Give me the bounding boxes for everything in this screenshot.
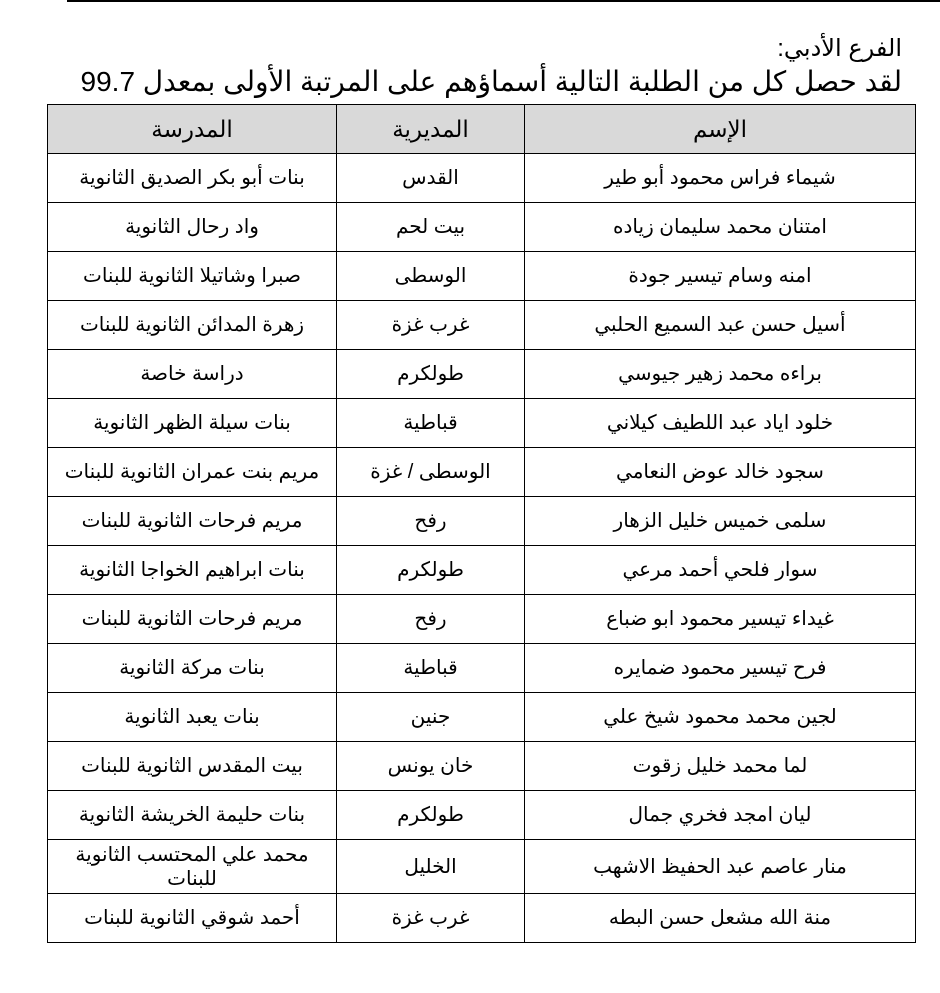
student-school: واد رحال الثانوية	[48, 203, 337, 252]
student-name: امنه وسام تيسير جودة	[525, 252, 916, 301]
student-school: بنات سيلة الظهر الثانوية	[48, 399, 337, 448]
student-directorate: جنين	[337, 693, 525, 742]
table-row	[48, 644, 916, 693]
student-directorate: طولكرم	[337, 350, 525, 399]
student-name: خلود اياد عبد اللطيف كيلاني	[525, 399, 916, 448]
student-directorate: خان يونس	[337, 742, 525, 791]
student-directorate: رفح	[337, 595, 525, 644]
table-row	[48, 399, 916, 448]
student-directorate: غرب غزة	[337, 894, 525, 943]
student-name: لجين محمد محمود شيخ علي	[525, 693, 916, 742]
student-name: منار عاصم عبد الحفيظ الاشهب	[525, 840, 916, 894]
student-name: أسيل حسن عبد السميع الحلبي	[525, 301, 916, 350]
student-directorate: الوسطى	[337, 252, 525, 301]
student-name: امتنان محمد سليمان زياده	[525, 203, 916, 252]
table-row	[48, 154, 916, 203]
student-directorate: غرب غزة	[337, 301, 525, 350]
table-row	[48, 595, 916, 644]
student-directorate: قباطية	[337, 644, 525, 693]
table-row	[48, 448, 916, 497]
student-school: صبرا وشاتيلا الثانوية للبنات	[48, 252, 337, 301]
header-school: المدرسة	[48, 105, 337, 154]
table-row	[48, 301, 916, 350]
header-row	[48, 105, 916, 154]
student-school: بنات يعبد الثانوية	[48, 693, 337, 742]
table-row	[48, 546, 916, 595]
table-row	[48, 693, 916, 742]
student-school: أحمد شوقي الثانوية للبنات	[48, 894, 337, 943]
student-directorate: الوسطى / غزة	[337, 448, 525, 497]
student-name: غيداء تيسير محمود ابو ضباع	[525, 595, 916, 644]
announcement-text: لقد حصل كل من الطلبة التالية أسماؤهم على المرتبة الأولى بمعدل 99.7	[80, 66, 902, 97]
table-row	[48, 791, 916, 840]
student-name: سجود خالد عوض النعامي	[525, 448, 916, 497]
results-table	[47, 104, 916, 943]
student-school: محمد علي المحتسب الثانوية للبنات	[48, 840, 337, 894]
table-row	[48, 203, 916, 252]
student-directorate: بيت لحم	[337, 203, 525, 252]
student-directorate: رفح	[337, 497, 525, 546]
table-row	[48, 350, 916, 399]
student-name: سلمى خميس خليل الزهار	[525, 497, 916, 546]
student-name: منة الله مشعل حسن البطه	[525, 894, 916, 943]
student-directorate: طولكرم	[337, 546, 525, 595]
section-heading: الفرع الأدبي:	[777, 35, 902, 62]
header-directorate: المديرية	[337, 105, 525, 154]
top-rule	[67, 0, 940, 2]
student-school: مريم بنت عمران الثانوية للبنات	[48, 448, 337, 497]
student-school: زهرة المدائن الثانوية للبنات	[48, 301, 337, 350]
student-school: مريم فرحات الثانوية للبنات	[48, 497, 337, 546]
table-row	[48, 742, 916, 791]
student-school: بنات ابراهيم الخواجا الثانوية	[48, 546, 337, 595]
student-school: بنات حليمة الخريشة الثانوية	[48, 791, 337, 840]
student-name: براءه محمد زهير جيوسي	[525, 350, 916, 399]
table-row	[48, 840, 916, 894]
student-directorate: القدس	[337, 154, 525, 203]
student-school: دراسة خاصة	[48, 350, 337, 399]
student-school: بيت المقدس الثانوية للبنات	[48, 742, 337, 791]
table-row	[48, 497, 916, 546]
student-name: لما محمد خليل زقوت	[525, 742, 916, 791]
student-directorate: الخليل	[337, 840, 525, 894]
student-name: فرح تيسير محمود ضمايره	[525, 644, 916, 693]
student-school: مريم فرحات الثانوية للبنات	[48, 595, 337, 644]
header-name: الإسم	[525, 105, 916, 154]
table-row	[48, 894, 916, 943]
student-name: ليان امجد فخري جمال	[525, 791, 916, 840]
student-name: سوار فلحي أحمد مرعي	[525, 546, 916, 595]
student-directorate: قباطية	[337, 399, 525, 448]
student-directorate: طولكرم	[337, 791, 525, 840]
student-school: بنات أبو بكر الصديق الثانوية	[48, 154, 337, 203]
student-name: شيماء فراس محمود أبو طير	[525, 154, 916, 203]
table-row	[48, 252, 916, 301]
student-school: بنات مركة الثانوية	[48, 644, 337, 693]
